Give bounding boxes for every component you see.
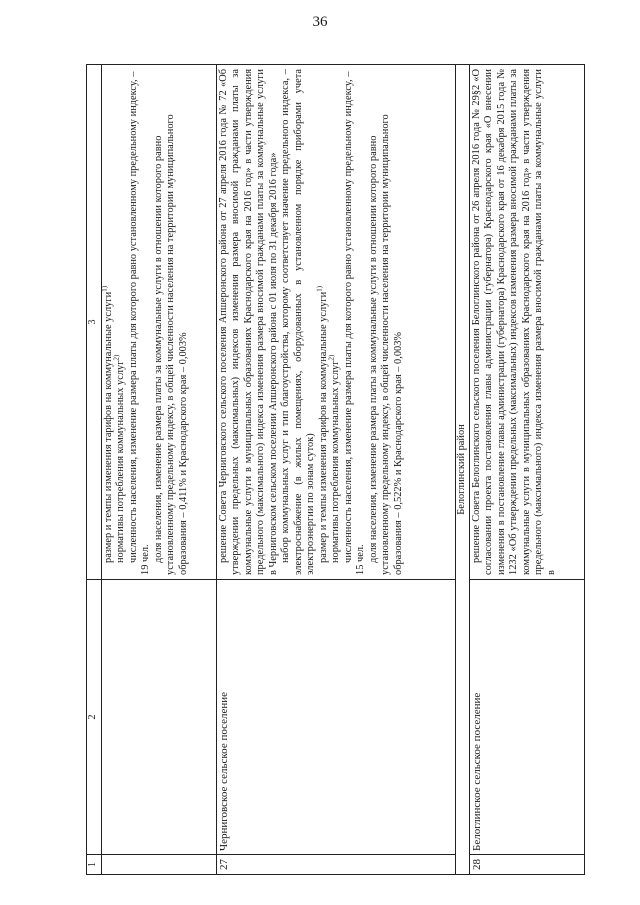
cell-settlement [102, 580, 217, 855]
table-header-row [87, 65, 102, 875]
header-col-1: 1 [87, 855, 102, 875]
table-row [217, 65, 456, 875]
utility-index-table [86, 64, 585, 875]
page-number: 36 [312, 14, 328, 30]
district-heading-row [456, 65, 470, 875]
cell-details [102, 65, 217, 580]
cell-settlement: Черниговское сельское поселение [217, 580, 456, 855]
detail-line: размер и темпы изменения тарифов на коммунальные услуги$^{1)}$ [315, 285, 329, 563]
district-heading: Белоглинский район [456, 65, 470, 875]
detail-line: решение Совета Белоглинского сельского поселения Белоглинского района от 26 апреля 2016 года № 29§2 «О согласовании проекта постановления главы администрации (губернатора) Краснодарского края «О внесении изменения в постановление главы администрации (губернатора) Краснодарского края от 16 декабря 2015 года № 1232 «Об утверждении предельных (максимальных) индексов изменения размера вносимой гражданами платы за коммунальные услуги в муниципальных образованиях Краснодарского края на 2016 год» в части утверждения предельного (максимального) индекса изменения размера вносимой гражданами платы за коммунальные услуги в [471, 69, 557, 575]
table-row-continuation [102, 65, 217, 875]
detail-line: доля населения, изменение размера платы за коммунальные услуги в отношении которого равно установленному предельному индексу, в общей численности населения на территории муниципального образования – 0,522% и Краснодарского края – 0,003% [367, 114, 404, 575]
cell-number: 28 [470, 855, 585, 875]
rotated-table-container [86, 65, 574, 875]
cell-details [217, 65, 456, 580]
detail-line: набор коммунальных услуг и тип благоустройства, которому соответствует значение предельного индекса, – электроснабжение (в жилых помещениях, оборудованных в установленном порядке приборами учета электроэнергии по зонам суток) [280, 69, 317, 575]
header-col-3: 3 [87, 65, 102, 580]
detail-line: численность населения, изменение размера платы для которого равно установленному предельному индексу, – 19 чел. [127, 71, 152, 575]
detail-line: нормативы потребления коммунальных услуг$^{2)}$ [113, 354, 127, 563]
detail-line: решение Совета Черниговского сельского поселения Апшеронского района от 27 апреля 2016 года № 72 «Об утверждении предельных (максимальных) индексов изменения размера вносимой гражданами платы за коммунальные услуги в муниципальных образованиях Краснодарского края на 2016 год» в части утверждения предельного (максимального) индекса изменения размера вносимой гражданами платы за коммунальные услуги в Черниговском сельском поселении Апшеронского района с 01 июля по 31 декабря 2016 года» [218, 69, 279, 575]
cell-number: 27 [217, 855, 456, 875]
cell-settlement: Белоглинское сельское поселение [470, 580, 585, 855]
detail-line: численность населения, изменение размера платы для которого равно установленному предельному индексу, – 15 чел. [342, 71, 367, 575]
detail-line: размер и темпы изменения тарифов на коммунальные услуги$^{1)}$ [100, 285, 114, 563]
table-row [470, 65, 585, 875]
cell-details [470, 65, 585, 580]
header-col-2: 2 [87, 580, 102, 855]
cell-number [102, 855, 217, 875]
detail-line: доля населения, изменение размера платы за коммунальные услуги в отношении которого равно установленному предельному индексу, в общей численности населения на территории муниципального образования – 0,411% и Краснодарского края – 0,003% [152, 114, 189, 575]
detail-line: нормативы потребления коммунальных услуг$^{2)}$ [327, 354, 342, 563]
